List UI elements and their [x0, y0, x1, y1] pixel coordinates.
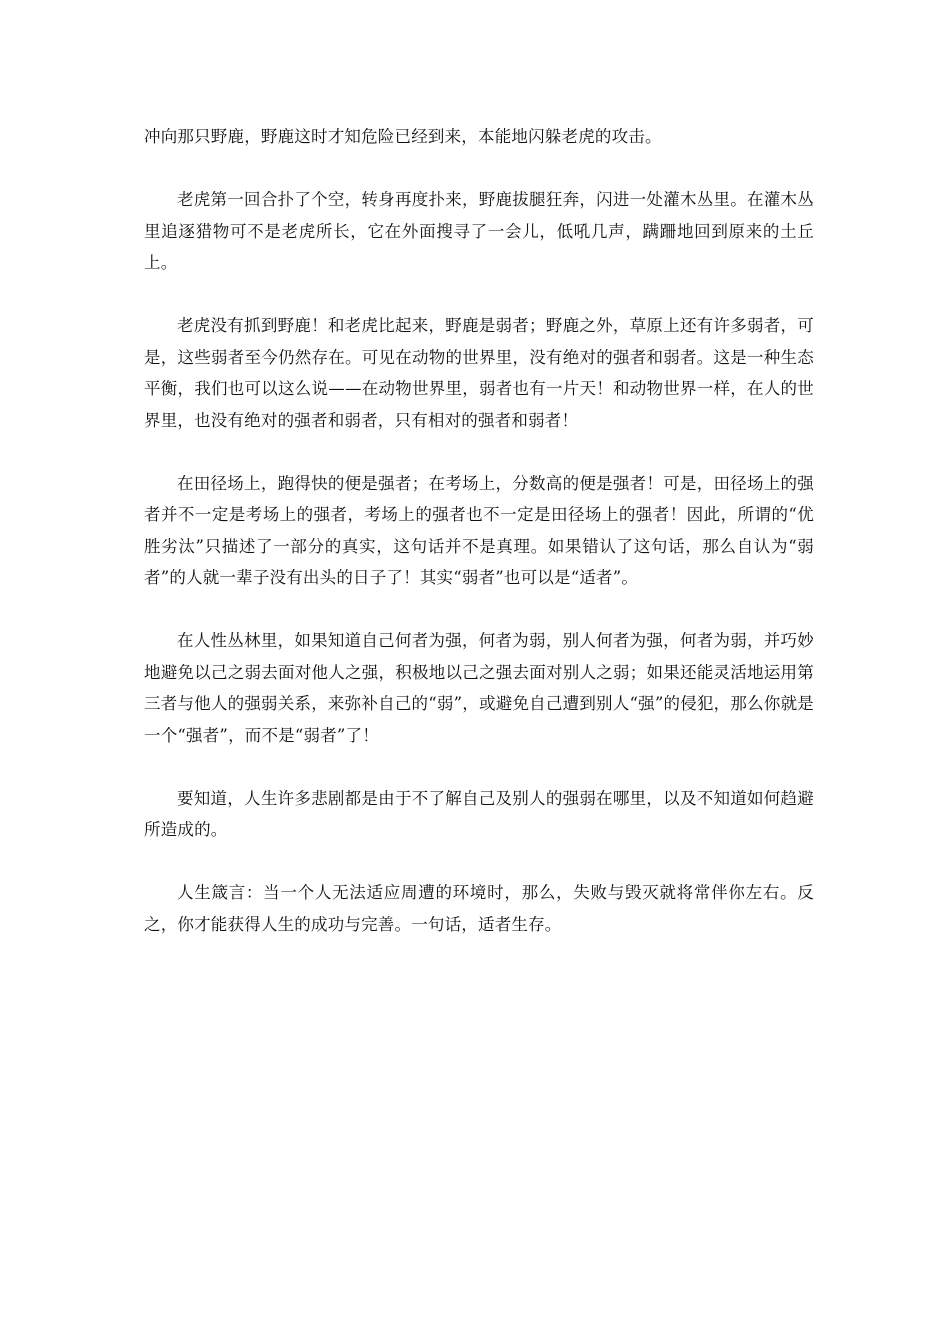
paragraph-3: 老虎没有抓到野鹿！和老虎比起来，野鹿是弱者；野鹿之外，草原上还有许多弱者，可是，这些弱者至今仍然存在。可见在动物的世界里，没有绝对的强者和弱者。这是一种生态平衡，我们也可以这么说——在动物世界里，弱者也有一片天！和动物世界一样，在人的世界里，也没有绝对的强者和弱者，只有相对的强者和弱者！ — [144, 316, 814, 430]
paragraph-1: 冲向那只野鹿，野鹿这时才知危险已经到来，本能地闪躲老虎的攻击。 — [144, 127, 662, 146]
document-body — [144, 121, 814, 940]
paragraph-5: 在人性丛林里，如果知道自己何者为强，何者为弱，别人何者为强，何者为弱，并巧妙地避免以己之弱去面对他人之强，积极地以己之强去面对别人之弱；如果还能灵活地运用第三者与他人的强弱关系，来弥补自己的“弱”，或避免自己遭到别人“强”的侵犯，那么你就是一个“强者”，而不是“弱者”了！ — [144, 631, 814, 745]
paragraph-4: 在田径场上，跑得快的便是强者；在考场上，分数高的便是强者！可是，田径场上的强者并不一定是考场上的强者，考场上的强者也不一定是田径场上的强者！因此，所谓的“优胜劣汰”只描述了一部分的真实，这句话并不是真理。如果错认了这句话，那么自认为“弱者”的人就一辈子没有出头的日子了！其实“弱者”也可以是“适者”。 — [144, 473, 814, 587]
paragraph-6: 要知道，人生许多悲剧都是由于不了解自己及别人的强弱在哪里，以及不知道如何趋避所造成的。 — [144, 788, 814, 839]
paragraph-2: 老虎第一回合扑了个空，转身再度扑来，野鹿拔腿狂奔，闪进一处灌木丛里。在灌木丛里追逐猎物可不是老虎所长，它在外面搜寻了一会儿，低吼几声，蹒跚地回到原来的土丘上。 — [144, 190, 814, 272]
paragraph-7: 人生箴言：当一个人无法适应周遭的环境时，那么，失败与毁灭就将常伴你左右。反之，你才能获得人生的成功与完善。一句话，适者生存。 — [144, 883, 814, 934]
